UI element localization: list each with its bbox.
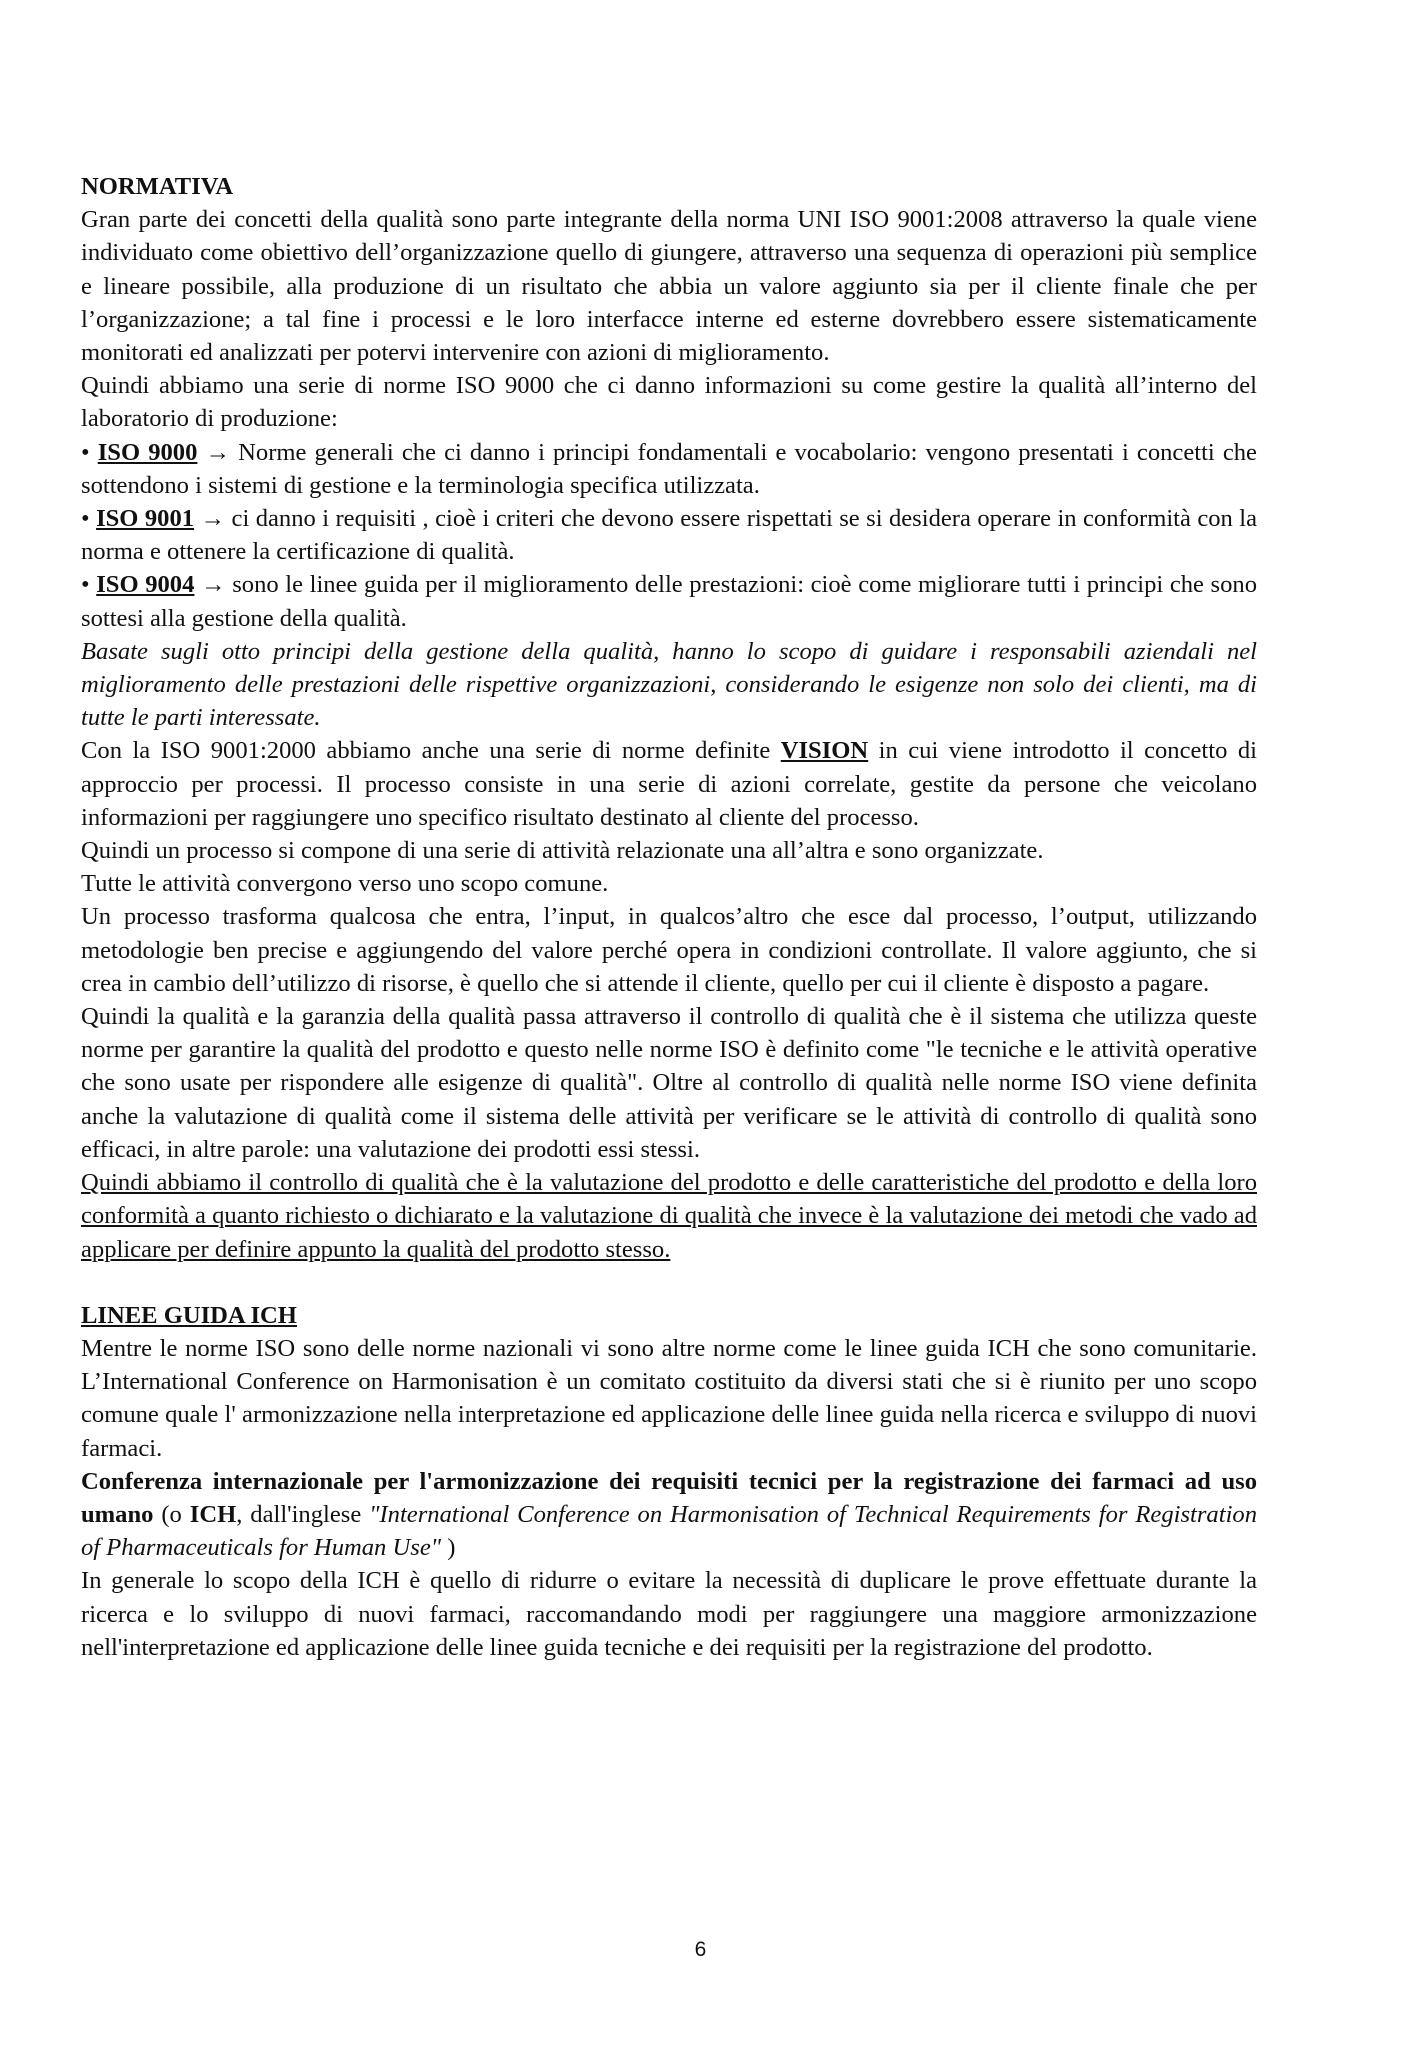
paragraph: Un processo trasforma qualcosa che entra, l’input, in qualcos’altro che esce dal processo, l’output, utilizzando metodologie ben precise e aggiungendo del valore perché opera in condizioni controllate. Il valore aggiunto, che si crea in cambio dell’utilizzo di risorse, è quello che si attende il cliente, quello per cui il cliente è disposto a pagare. xyxy=(81,903,1257,997)
bullet-item xyxy=(81,436,1257,502)
paragraph: In generale lo scopo della ICH è quello di ridurre o evitare la necessità di duplicare le prove effettuate durante la ricerca e lo sviluppo di nuovi farmaci, raccomandando modi per raggiungere una maggiore armonizzazione nell'interpretazione ed applicazione delle linee guida tecniche e dei requisiti per la registrazione del prodotto. xyxy=(81,1567,1257,1661)
ich-english-name: "International Conference on Harmonisation of Technical Requirements for Registration of Pharmaceuticals for Human Use" xyxy=(81,1500,1257,1562)
paragraph: Tutte le attività convergono verso uno scopo comune. xyxy=(81,870,609,898)
ich-definition-paragraph xyxy=(81,1465,1257,1565)
section-heading-linee-guida-ich: LINEE GUIDA ICH xyxy=(81,1301,297,1329)
document-page xyxy=(81,170,1257,1664)
section-spacer xyxy=(81,1266,1257,1299)
ich-mid2: , dall'inglese xyxy=(236,1500,370,1528)
bullet-text: Norme generali che ci danno i principi fondamentali e vocabolario: vengono presentati i concetti che sottendono i sistemi di gestione e la terminologia specifica utilizzata. xyxy=(81,438,1257,499)
bullet-item xyxy=(81,502,1257,568)
vision-pre: Con la ISO 9001:2000 abbiamo anche una serie di norme definite xyxy=(81,737,781,765)
bullet-marker: • xyxy=(81,438,90,466)
arrow-icon: → xyxy=(205,438,231,466)
underlined-paragraph: Quindi abbiamo il controllo di qualità che è la valutazione del prodotto e delle caratteristiche del prodotto e della loro conformità a quanto richiesto o dichiarato e la valutazione di qualità che invece è la valutazione dei metodi che vado ad applicare per definire appunto la qualità del prodotto stesso. xyxy=(81,1169,1257,1263)
ich-bold-lead: Conferenza internazionale per l'armonizzazione dei requisiti tecnici per la registrazione dei farmaci ad uso umano xyxy=(81,1467,1257,1528)
iso-code: ISO 9001 xyxy=(96,505,195,533)
arrow-icon: → xyxy=(201,571,226,599)
section-heading-normativa: NORMATIVA xyxy=(81,173,234,200)
bullet-item xyxy=(81,568,1257,634)
iso-code: ISO 9004 xyxy=(96,571,195,599)
bullet-text: ci danno i requisiti , cioè i criteri che devono essere rispettati se si desidera operare in conformità con la norma e ottenere la certificazione di qualità. xyxy=(81,505,1258,566)
arrow-icon: → xyxy=(200,505,226,533)
iso-code: ISO 9000 xyxy=(97,438,198,466)
ich-mid1: (o xyxy=(153,1500,190,1528)
paragraph: Mentre le norme ISO sono delle norme nazionali vi sono altre norme come le linee guida ICH che sono comunitarie. L’International Conference on Harmonisation è un comitato costituito da diversi stati che si è riunito per uno scopo comune quale l' armonizzazione nella interpretazione ed applicazione delle linee guida nella ricerca e sviluppo di nuovi farmaci. xyxy=(81,1334,1257,1462)
paragraph: Quindi la qualità e la garanzia della qualità passa attraverso il controllo di qualità che è il sistema che utilizza queste norme per garantire la qualità del prodotto e questo nelle norme ISO è definito come "le tecniche e le attività operative che sono usate per rispondere alle esigenze di qualità". Oltre al controllo di qualità nelle norme ISO viene definita anche la valutazione di qualità come il sistema delle attività per verificare se le attività di controllo di qualità sono efficaci, in altre parole: una valutazione dei prodotti essi stessi. xyxy=(81,1003,1257,1163)
page-number: 6 xyxy=(694,1938,707,1961)
paragraph: Quindi un processo si compone di una serie di attività relazionate una all’altra e sono organizzate. xyxy=(81,837,1044,865)
paragraph: Gran parte dei concetti della qualità sono parte integrante della norma UNI ISO 9001:2008 attraverso la quale viene individuato come obiettivo dell’organizzazione quello di giungere, attraverso una sequenza di operazioni più semplice e lineare possibile, alla produzione di un risultato che abbia un valore aggiunto sia per il cliente finale che per l’organizzazione; a tal fine i processi e le loro interfacce interne ed esterne dovrebbero essere sistematicamente monitorati ed analizzati per potervi intervenire con azioni di miglioramento. xyxy=(81,206,1257,367)
ich-acronym: ICH xyxy=(189,1500,237,1528)
vision-post: in cui viene introdotto il concetto di approccio per processi. Il processo consiste in una serie di azioni correlate, gestite da persone che veicolano informazioni per raggiungere uno specifico risultato destinato al cliente del processo. xyxy=(81,737,1257,831)
paragraph: Quindi abbiamo una serie di norme ISO 9000 che ci danno informazioni su come gestire la qualità all’interno del laboratorio di produzione: xyxy=(81,372,1257,433)
bullet-marker: • xyxy=(81,505,90,533)
bullet-marker: • xyxy=(81,571,90,599)
ich-tail: ) xyxy=(441,1534,456,1562)
bullet-text: sono le linee guida per il miglioramento delle prestazioni: cioè come migliorare tutti i principi che sono sottesi alla gestione della qualità. xyxy=(81,571,1258,632)
italic-paragraph: Basate sugli otto principi della gestione della qualità, hanno lo scopo di guidare i responsabili aziendali nel miglioramento delle prestazioni delle rispettive organizzazioni, considerando le esigenze non solo dei clienti, ma di tutte le parti interessate. xyxy=(81,637,1257,732)
vision-paragraph xyxy=(81,734,1257,834)
vision-term: VISION xyxy=(780,737,869,765)
